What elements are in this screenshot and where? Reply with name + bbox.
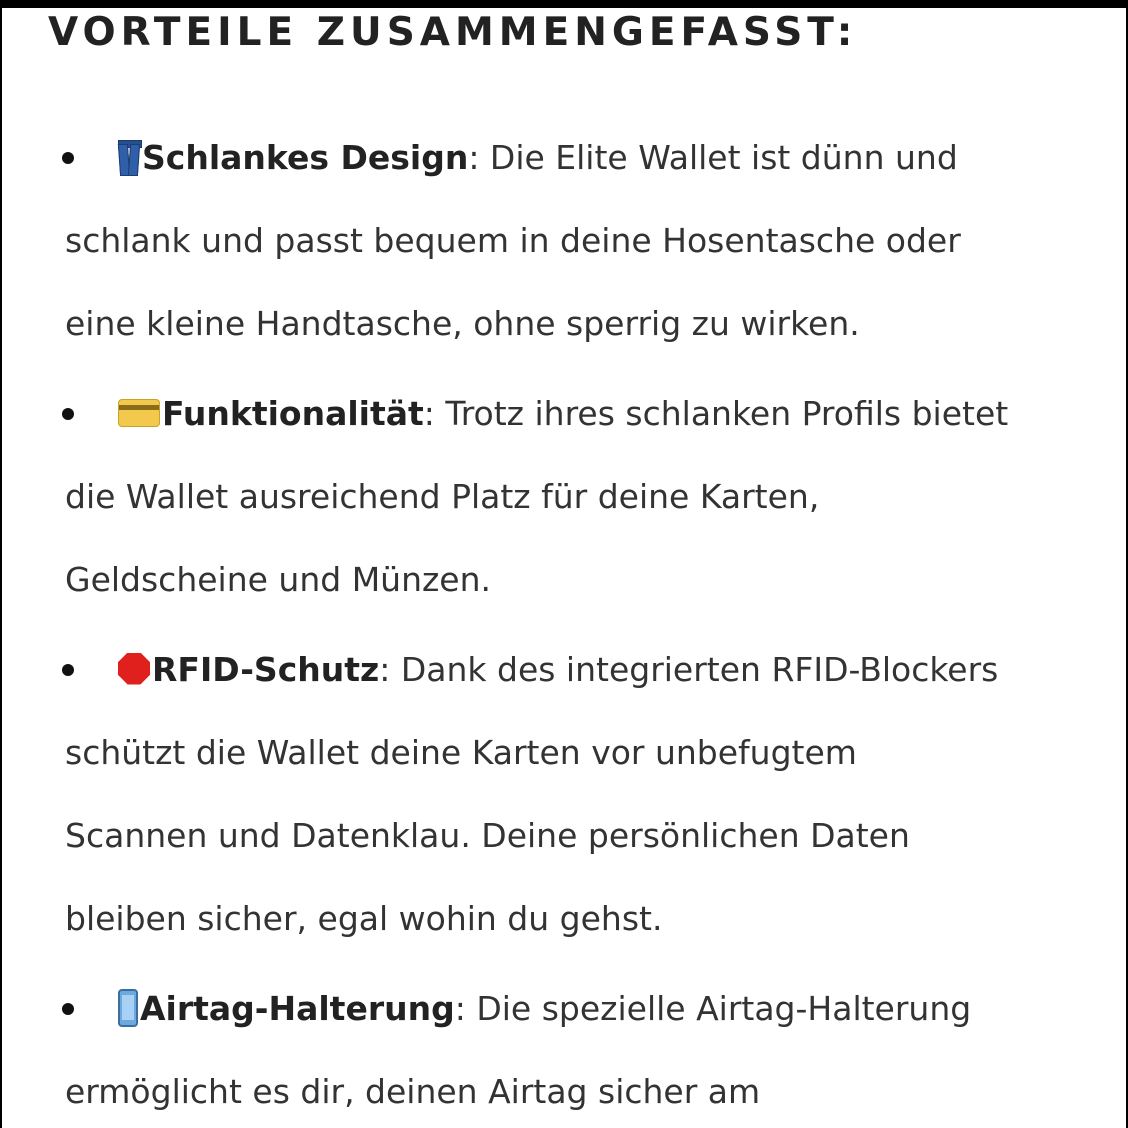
item-text-line: ermöglicht es dir, deinen Airtag sicher am bbox=[65, 1072, 761, 1111]
item-text-line: : Die Elite Wallet ist dünn und bbox=[468, 138, 958, 177]
credit-card-icon bbox=[118, 399, 160, 427]
section-heading: VORTEILE ZUSAMMENGEFASST: bbox=[48, 10, 858, 55]
item-term: Airtag-Halterung bbox=[140, 989, 455, 1028]
bullet-icon bbox=[62, 1003, 74, 1015]
item-term: Schlankes Design bbox=[142, 138, 469, 177]
stop-sign-icon bbox=[118, 653, 150, 685]
item-text-line: Scannen und Datenklau. Deine persönlichen Daten bbox=[65, 816, 910, 855]
item-text-line: schlank und passt bequem in deine Hosentasche oder bbox=[65, 221, 961, 260]
list-item-airtag-halterung bbox=[62, 987, 971, 1031]
mobile-phone-icon bbox=[118, 989, 138, 1027]
bullet-icon bbox=[62, 152, 74, 164]
content-page bbox=[2, 8, 1126, 1128]
item-text-line: : Trotz ihres schlanken Profils bietet bbox=[423, 394, 1009, 433]
item-text-line: Geldscheine und Münzen. bbox=[65, 560, 492, 599]
item-term: RFID-Schutz bbox=[152, 650, 380, 689]
list-item-rfid-schutz bbox=[62, 648, 998, 692]
bullet-icon bbox=[62, 408, 74, 420]
item-text-line: : Die spezielle Airtag-Halterung bbox=[454, 989, 972, 1028]
item-text-line: bleiben sicher, egal wohin du gehst. bbox=[65, 899, 663, 938]
item-text-line: schützt die Wallet deine Karten vor unbefugtem bbox=[65, 733, 857, 772]
item-text-line: eine kleine Handtasche, ohne sperrig zu wirken. bbox=[65, 304, 860, 343]
jeans-icon bbox=[118, 140, 140, 174]
list-item-schlankes-design bbox=[62, 136, 958, 180]
bullet-icon bbox=[62, 664, 74, 676]
item-text-line: : Dank des integrierten RFID-Blockers bbox=[379, 650, 999, 689]
list-item-funktionalitaet bbox=[62, 392, 1008, 436]
item-term: Funktionalität bbox=[162, 394, 424, 433]
item-text-line: die Wallet ausreichend Platz für deine Karten, bbox=[65, 477, 820, 516]
